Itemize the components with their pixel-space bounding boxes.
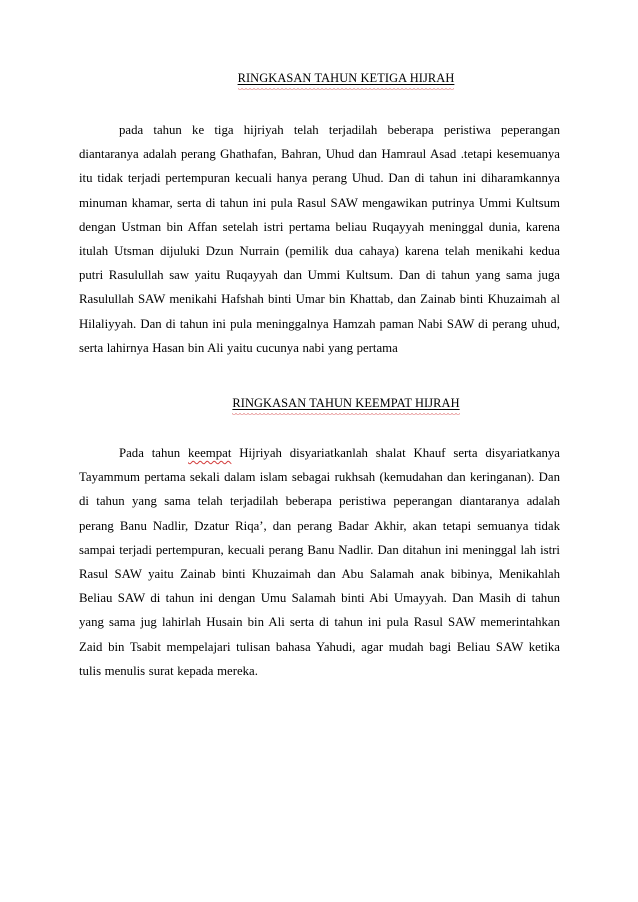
paragraph-fourth-year <box>79 441 560 683</box>
paragraph-text-start: Pada tahun <box>119 446 189 460</box>
spellcheck-flagged-word: keempat <box>188 446 232 460</box>
section-title-fourth-year <box>27 396 638 411</box>
paragraph-third-year: pada tahun ke tiga hijriyah telah terjadilah beberapa peristiwa peperangan diantaranya adalah perang Ghathafan, Bahran, Uhud dan Hamraul Asad .tetapi kesemuanya itu tidak terjadi pertempuran kecuali hanya perang Uhud. Dan di tahun ini diharamkannya minuman khamar, serta di tahun ini pula Rasul SAW mengawikan putrinya Ummi Kultsum dengan Ustman bin Affan setelah istri pertama beliau Ruqayyah meninggal dunia, karena itulah Utsman dijuluki Dzun Nurrain (pemilik dua cahaya) karena telah menikahi kedua putri Rasulullah saw yaitu Ruqayyah dan Ummi Kultsum. Dan di tahun yang sama juga Rasulullah SAW menikahi Hafshah binti Umar bin Khattab, dan Zainab binti Khuzaimah al Hilaliyyah. Dan di tahun ini pula meninggalnya Hamzah paman Nabi SAW di perang uhud, serta lahirnya Hasan bin Ali yaitu cucunya nabi yang pertama <box>79 123 560 355</box>
section-title-third-year <box>27 71 638 86</box>
paragraph-text-rest: Hijriyah disyariatkanlah shalat Khauf serta disyariatkanya Tayammum pertama sekali dalam islam sebagai rukhsah (kemudahan dan keringanan). Dan di tahun yang sama telah terjadilah beberapa peristiwa peperangan diantaranya adalah perang Banu Nadlir, Dzatur Riqa’, dan perang Badar Akhir, akan tetapi semuanya tidak sampai terjadi pertempuran, kecuali perang Banu Nadlir. Dan ditahun ini meninggal lah istri Rasul SAW yaitu Zainab binti Khuzaimah dan Abu Salamah anak bibinya, Menikahlah Beliau SAW di tahun ini dengan Umu Salamah binti Abi Umayyah. Dan Masih di tahun yang sama jug lahirlah Husain bin Ali serta di tahun ini pula Rasul SAW memerintahkan Zaid bin Tsabit mempelajari tulisan bahasa Yahudi, agar mudah bagi Beliau SAW ketika tulis menulis surat kepada mereka. <box>79 446 560 678</box>
section-title-text: RINGKASAN TAHUN KEEMPAT HIJRAH <box>232 396 460 410</box>
section-title-text: RINGKASAN TAHUN KETIGA HIJRAH <box>237 71 455 85</box>
